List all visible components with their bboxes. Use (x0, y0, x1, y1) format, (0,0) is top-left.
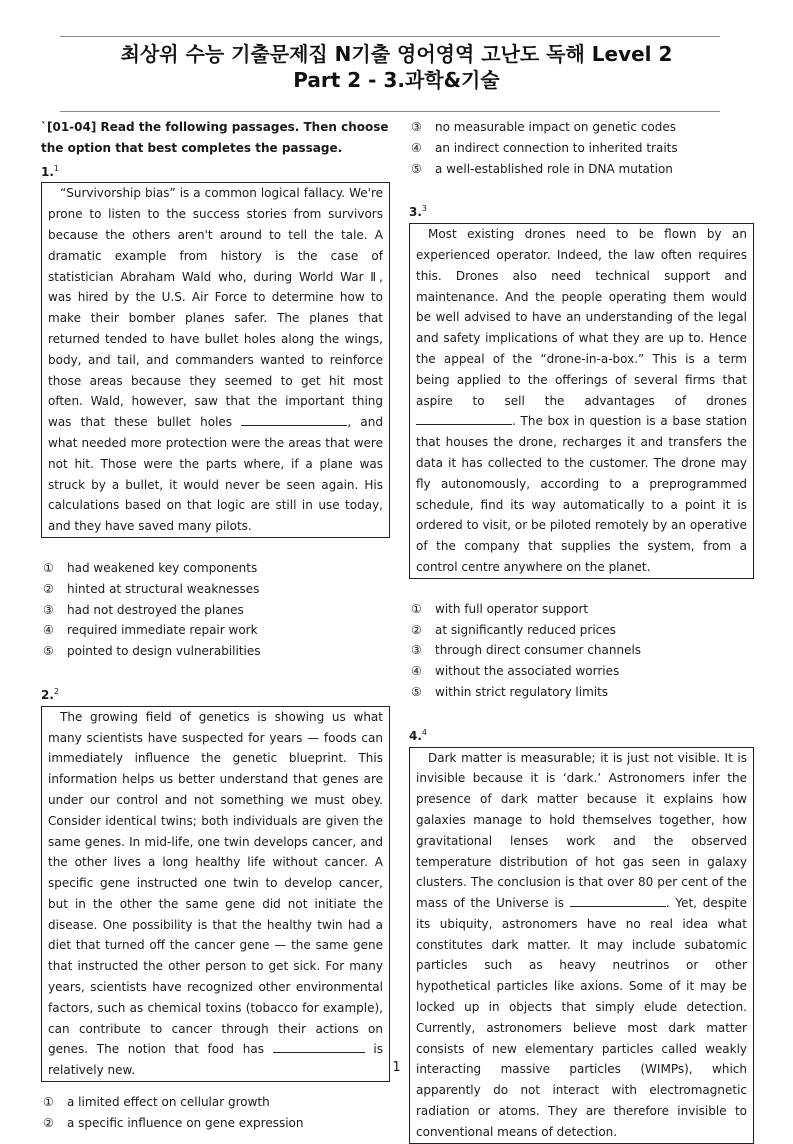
header-bottom-rule (60, 111, 720, 112)
option-item[interactable]: ④ required immediate repair work (43, 623, 258, 638)
footnote-ref-2: 2 (53, 686, 60, 696)
option-item[interactable]: ② a specific influence on gene expression (43, 1115, 304, 1130)
footnote-ref-4: 4 (421, 727, 428, 737)
page-title-line-2: Part 2 - 3.과학&기술 (293, 68, 500, 92)
option-item[interactable]: ⑤ within strict regulatory limits (411, 684, 609, 699)
left-column (41, 117, 390, 1134)
option-item[interactable]: ① a limited effect on cellular growth (43, 1095, 270, 1110)
question-1-options (41, 558, 390, 662)
question-1-number: 1.$^1$ (41, 163, 60, 179)
question-4-number: 4.$^4$ (409, 727, 428, 743)
question-4-passage (409, 747, 754, 1144)
passage-text: . Yet, despite its ubiquity, astronomers have no real idea what constitutes dark matter. It may include subatomic particles such as heavy neutrinos or other hypothetical particles like axions. Some of it may be locked up in objects that simply elude detection. Currently, astronomers believe most dark matter consists of new elementary particles called weakly interacting massive particles (WIMPs), which apparently do not interact with electromagnetic radiation or atoms. They are therefore invisible to conventional means of detection. (416, 896, 747, 1139)
option-item[interactable]: ① with full operator support (411, 601, 589, 616)
passage-text: is relatively new. (48, 1042, 383, 1078)
question-3-passage (409, 223, 754, 579)
option-item[interactable]: ④ without the associated worries (411, 664, 620, 679)
page-title-line-1: 최상위 수능 기출문제집 N기출 영어영역 고난도 독해 Level 2 (120, 42, 673, 66)
question-2-number: 2.$^2$ (41, 686, 60, 702)
question-2-options-part-1 (41, 1092, 390, 1134)
option-item[interactable]: ③ had not destroyed the planes (43, 602, 244, 617)
passage-text: “Survivorship bias” is a common logical fallacy. We're prone to listen to the success stories from survivors because the others aren't around to tell the tale. A dramatic example from history is the case of statistician Abraham Wald who, during World War Ⅱ, was hired by the U.S. Air Force to determine how to make their bomber planes safer. The planes that returned tended to have bullet holes along the wings, body, and tail, and commanders wanted to reinforce those areas because they seemed to get hit most often. Wald, however, saw that the important thing was that these bullet holes (48, 186, 383, 430)
passage-text: Most existing drones need to be flown by an experienced operator. Indeed, the law often requires this. Drones also need technical support and maintenance. And the people operating them would be well advised to have an understanding of the legal and safety implications of what they are up to. Hence the appeal of the “drone-in-a-box.” This is a term being applied to the offerings of several firms that aspire to sell the advantages of drones (416, 227, 747, 408)
option-item[interactable]: ① had weakened key components (43, 560, 258, 575)
answer-blank (570, 893, 666, 907)
passage-text: , and what needed more protection were the areas that were not hit. Those were the parts where, if a plane was struck by a bullet, it would never be seen again. His calculations based on that logic are still in use today, and they have saved many pilots. (48, 415, 383, 534)
passage-text: Dark matter is measurable; it is just not visible. It is invisible because it is ‘dark.’ Astronomers infer the presence of dark matter because it explains how galaxies manage to hold themselves together, how gravitational lenses work and the observed temperature distribution of hot gas seen in galaxy clusters. The conclusion is that over 80 per cent of the mass of the Universe is (416, 750, 747, 911)
option-item[interactable]: ② at significantly reduced prices (411, 622, 616, 637)
header-top-rule (60, 36, 720, 37)
footnote-ref-1: 1 (53, 163, 60, 173)
question-3-number: 3.$^3$ (409, 204, 428, 220)
option-item[interactable]: ③ no measurable impact on genetic codes (411, 120, 676, 134)
answer-blank (273, 1039, 365, 1053)
passage-text: The growing field of genetics is showing us what many scientists have suspected for years — foods can immediately influence the genetic blueprint. This information helps us better understand that genes are under our control and not something we must obey. Consider identical twins; both individuals are given the same genes. In mid-life, one twin develops cancer, and the other lives a long healthy life without cancer. A specific gene instructed one twin to develop cancer, but in the other the same gene did not initiate the disease. One possibility is that the healthy twin had a diet that turned off the cancer gene — the same gene that instructed the other person to get sick. For many years, scientists have recognized other environmental factors, such as chemical toxins (tobacco for example), can contribute to cancer through their actions on genes. The notion that food has (48, 709, 383, 1057)
option-item[interactable]: ⑤ pointed to design vulnerabilities (43, 644, 261, 659)
instructions: `[01-04] Read the following passages. Then choose the option that best completes the passage. (41, 120, 389, 155)
question-3-options (409, 599, 754, 703)
page-number: 1 (392, 1060, 401, 1075)
option-item[interactable]: ④ an indirect connection to inherited traits (411, 140, 678, 155)
option-item[interactable]: ② hinted at structural weaknesses (43, 581, 260, 596)
answer-blank (416, 411, 512, 425)
question-1-passage (41, 182, 390, 538)
option-item[interactable]: ⑤ a well-established role in DNA mutation (411, 161, 673, 176)
answer-blank (241, 412, 347, 426)
footnote-ref-3: 3 (421, 204, 428, 214)
option-item[interactable]: ③ through direct consumer channels (411, 643, 642, 658)
passage-text: . The box in question is a base station that houses the drone, recharges it and transfers the data it has collected to the customer. The drone may fly autonomously, according to a preprogrammed schedule, find its way automatically to a point it is ordered to visit, or be piloted remotely by an operative of the company that supplies the system, from a control centre anywhere on the planet. (416, 414, 747, 574)
question-2-passage (41, 706, 390, 1082)
right-column (409, 117, 754, 1144)
question-2-options-part-2 (409, 117, 754, 179)
